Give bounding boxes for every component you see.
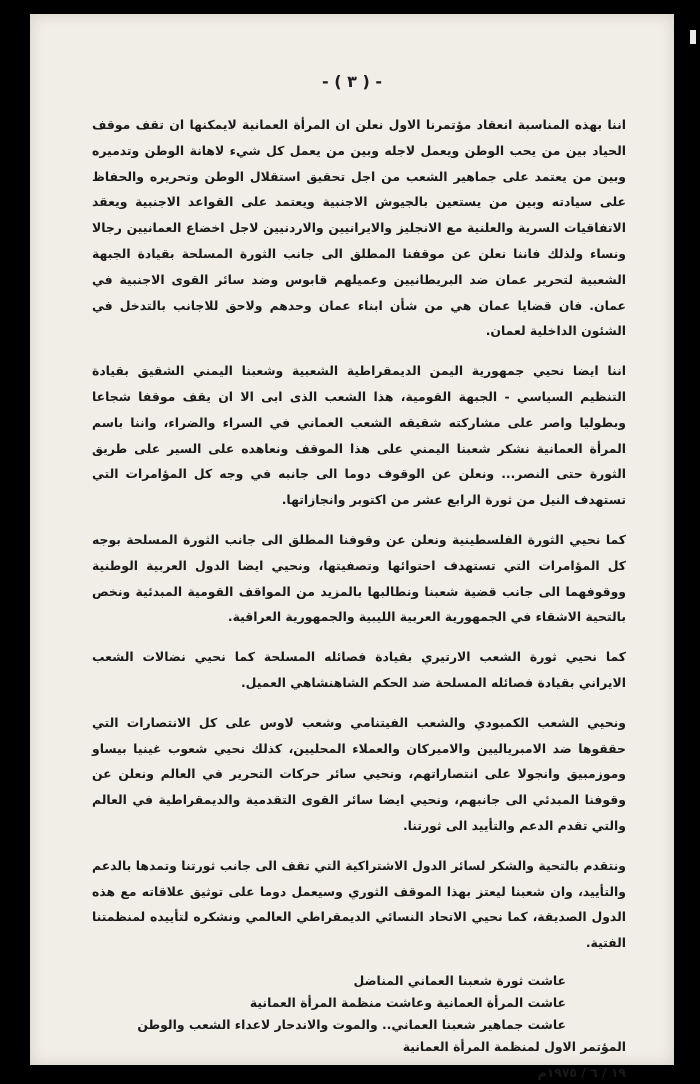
closing-slogans [92,970,626,1036]
closing-line: عاشت المرأة العمانية وعاشت منظمة المرأة العمانية [249,994,566,1010]
signature: المؤتمر الاول لمنظمة المرأة العمانية [402,1038,626,1054]
page-corner-mark [690,30,696,44]
paragraph-yemen-greeting: اننا ايضا نحيي جمهورية اليمن الديمقراطية الشعبية وشعبنا اليمني الشقيق بقيادة التنظيم السياسي - الجبهة القومية، هذا الشعب الذى ابى الا ان يقف موقفا شجاعا وبطوليا واصر على مشاركته شقيقه الشعب العماني في السراء والضراء، واننا باسم المرأة العمانية نشكر شعبنا اليمني على هذا الموقف ونعاهده على السير على طريق الثورة حتى النصر... ونعلن عن الوقوف دوما الى جانبه في وجه كل المؤامرات التي تستهدف النيل من ثورة الرابع عشر من اكتوبر وانجازاتها. [92,363,626,508]
document-body [92,112,626,1084]
closing-line: عاشت جماهير شعبنا العماني.. والموت والاندحار لاعداء الشعب والوطن [137,1016,566,1032]
paragraph-indochina-africa: ونحيي الشعب الكمبودي والشعب الفيتنامي وشعب لاوس على كل الانتصارات التي حققوها ضد الامبرياليين والاميركان والعملاء المحليين، كذلك نحيي شعوب غينيا بيساو وموزمبيق وانجولا على انتصاراتهم، ونحيي سائر حركات التحرير في العالم ونعلن عن وقوفنا المبدئي الى جانبهم، ونحيي ايضا سائر القوى التقدمية والديمقراطية في العالم والتي تقدم الدعم والتأييد الى ثورتنا. [92,714,626,833]
paragraph-socialist-states: ونتقدم بالتحية والشكر لسائر الدول الاشتراكية التي تقف الى جانب ثورتنا وتمدها بالدعم والتأييد، وان شعبنا ليعتز بهذا الموقف الثوري وسيعمل دوما على توثيق علاقاته مع هذه الدول الصديقة، كما نحيي الاتحاد النسائي الديمقراطي العالمي ونشكره لتأييده لمنظمتنا الفتية. [92,857,626,951]
page-number: - ( ٣ ) - [322,72,382,91]
paragraph-oman-neutrality: اننا بهذه المناسبة انعقاد مؤتمرنا الاول نعلن ان المرأة العمانية لايمكنها ان تقف موقف الحياد بين من يحب الوطن ويعمل لاجله وبين من يعمل كل شيء لاهانة الوطن وتدميره وبين من يعتمد على جماهير الشعب من اجل تحقيق استقلال الوطن وتحريره والحفاظ على سيادته وبين من يستعين بالجيوش الاجنبية ويعتمد على القواعد الاجنبية ويعقد الاتفاقيات السرية والعلنية مع الانجليز والايرانيين والاردنيين لاجل اخضاع العمانيين رجالا ونساء ولذلك فاننا نعلن عن موقفنا المطلق الى جانب الثورة المسلحة بقيادة الجبهة الشعبية لتحرير عمان ضد البريطانيين وعميلهم قابوس وضد سائر القوى الاجنبية في عمان. فان قضايا عمان هي من شأن ابناء عمان وحدهم ولاحق للاجانب بالتدخل في الشئون الداخلية لعمان. [92,117,626,339]
closing-line: عاشت ثورة شعبنا العماني المناضل [353,972,566,988]
paragraph-palestine-greeting: كما نحيي الثورة الفلسطينية ونعلن عن وقوفنا المطلق الى جانب الثورة المسلحة بوجه كل المؤامرات التي تستهدف احتوائها وتصفيتها، ونحيي ايضا الدول العربية الوطنية ووقوفهما الى جانب قضية شعبنا ونطالبها بالمزيد من المواقف القومية المبدئية ونخص بالتحية الاشقاء في الجمهورية العربية الليبية والجمهورية العراقية. [92,531,626,625]
document-page [30,14,674,1080]
paragraph-eritrea-iran: كما نحيي ثورة الشعب الارتيري بقيادة فصائله المسلحة كما نحيي نضالات الشعب الايراني بقيادة فصائله المسلحة ضد الحكم الشاهنشاهي العميل. [92,649,626,690]
document-date: ١٩ / ٦ / ١٩٧٥م [537,1064,626,1080]
